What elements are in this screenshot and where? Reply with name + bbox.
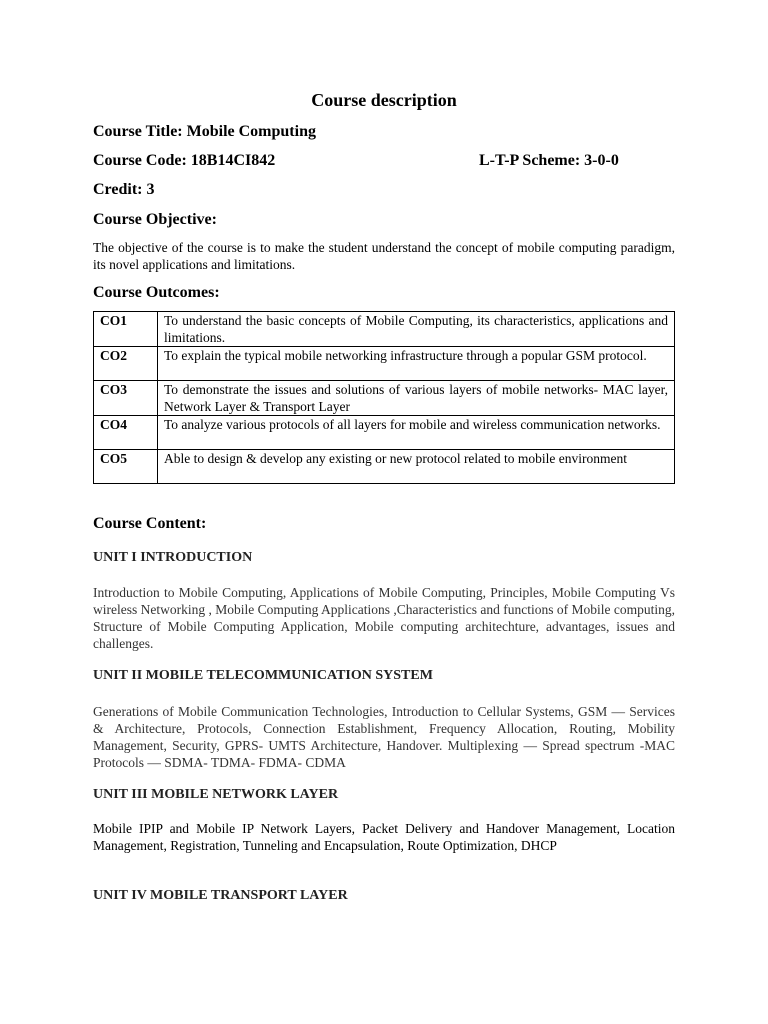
unit-text: Introduction to Mobile Computing, Applications of Mobile Computing, Principles, Mobile Computing Vs wireless Networking , Mobile Computing Applications ,Characteristics and functions of Mobile computing, Structure of Mobile Computing Application, Mobile computing architechture, advantages, issues and challenges. [93, 585, 675, 651]
outcomes-heading: Course Outcomes: [93, 284, 220, 301]
unit-heading: UNIT II MOBILE TELECOMMUNICATION SYSTEM [93, 668, 433, 683]
table-row [94, 416, 675, 450]
unit-text: Generations of Mobile Communication Technologies, Introduction to Cellular Systems, GSM — Services & Architecture, Protocols, Connection Establishment, Frequency Allocation, Routing, Mobility Management, Security, GPRS- UMTS Architecture, Handover. Multiplexing — Spread spectrum -MAC Protocols — SDMA- TDMA- FDMA- CDMA [93, 704, 675, 770]
course-code: Course Code: 18B14CI842 [93, 152, 276, 169]
unit-heading: UNIT IV MOBILE TRANSPORT LAYER [93, 888, 348, 903]
credit: Credit: 3 [93, 181, 155, 198]
objective-text: The objective of the course is to make the student understand the concept of mobile computing paradigm, its novel applications and limitations. [93, 240, 675, 272]
objective-heading: Course Objective: [93, 211, 217, 228]
outcome-text: To analyze various protocols of all layers for mobile and wireless communication networks. [158, 416, 675, 450]
content-heading: Course Content: [93, 515, 207, 532]
outcome-code: CO5 [94, 450, 158, 484]
unit-heading: UNIT I INTRODUCTION [93, 550, 253, 565]
outcome-code: CO1 [94, 312, 158, 347]
outcome-code: CO2 [94, 347, 158, 381]
outcome-code: CO4 [94, 416, 158, 450]
table-row [94, 381, 675, 416]
unit-text: Mobile IPIP and Mobile IP Network Layers, Packet Delivery and Handover Management, Location Management, Registration, Tunneling and Encapsulation, Route Optimization, DHCP [93, 821, 675, 853]
course-title: Course Title: Mobile Computing [93, 123, 316, 140]
ltp-scheme: L-T-P Scheme: 3-0-0 [479, 152, 619, 169]
outcome-text: To demonstrate the issues and solutions of various layers of mobile networks- MAC layer, Network Layer & Transport Layer [158, 381, 675, 416]
table-row [94, 312, 675, 347]
table-row [94, 450, 675, 484]
unit-heading: UNIT III MOBILE NETWORK LAYER [93, 787, 339, 802]
outcome-text: To explain the typical mobile networking infrastructure through a popular GSM protocol. [158, 347, 675, 381]
outcome-text: Able to design & develop any existing or new protocol related to mobile environment [158, 450, 675, 484]
page-title: Course description [311, 90, 457, 110]
table-row [94, 347, 675, 381]
outcomes-table [93, 311, 675, 484]
outcome-code: CO3 [94, 381, 158, 416]
outcome-text: To understand the basic concepts of Mobile Computing, its characteristics, applications and limitations. [158, 312, 675, 347]
